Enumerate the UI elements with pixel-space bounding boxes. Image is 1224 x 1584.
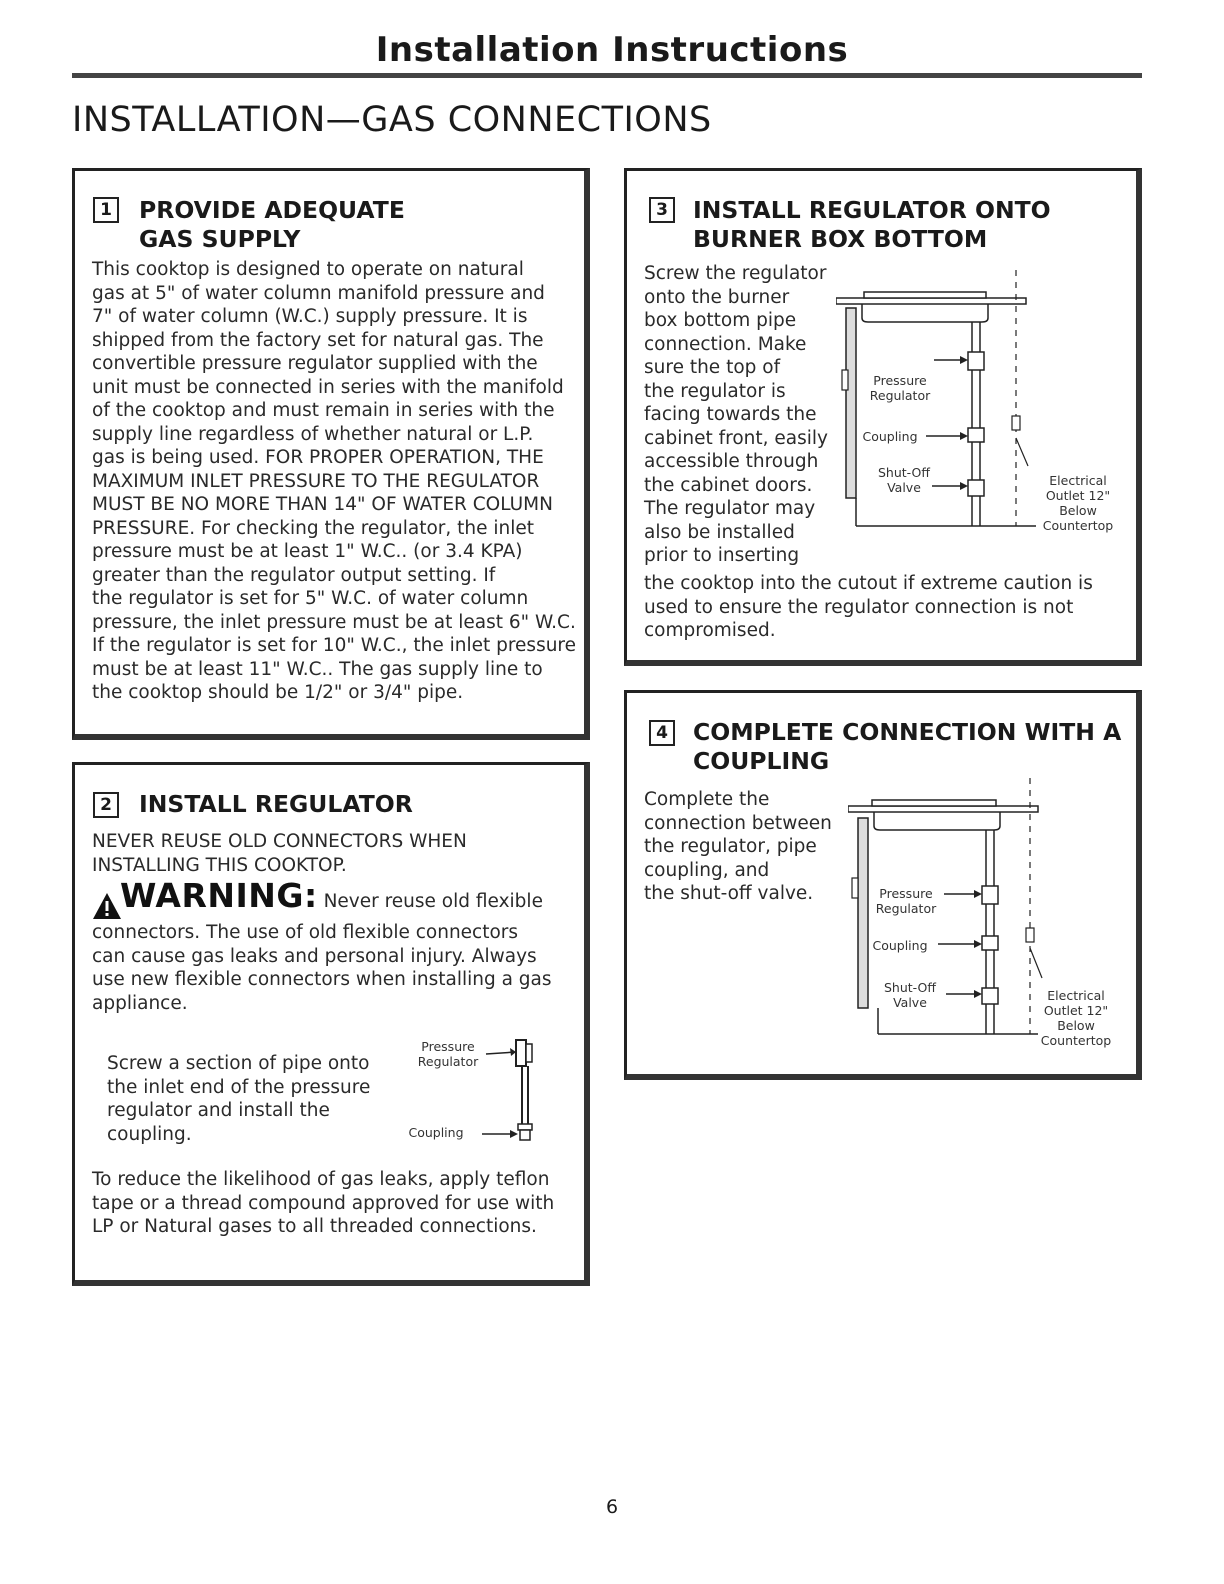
label-line: Pressure bbox=[879, 886, 933, 901]
label-line: Valve bbox=[893, 995, 927, 1010]
step-3-line: The regulator may bbox=[644, 498, 816, 519]
header-rule bbox=[72, 73, 1142, 78]
step-4-title bbox=[693, 718, 1121, 776]
step-1-line: convertible pressure regulator supplied with the bbox=[92, 353, 538, 374]
label-line: Shut-Off bbox=[878, 465, 930, 480]
step-3-title bbox=[693, 196, 1051, 254]
step-3-line: compromised. bbox=[644, 620, 776, 641]
step-2-footer-line: tape or a thread compound approved for use with bbox=[92, 1192, 555, 1214]
label-line: Regulator bbox=[875, 901, 937, 916]
step-1-line: gas at 5" of water column manifold pressure and bbox=[92, 282, 545, 304]
step-1-title-line1: PROVIDE ADEQUATE bbox=[139, 196, 405, 224]
step-3-line: box bottom pipe bbox=[644, 310, 797, 331]
step-2-number: 2 bbox=[93, 792, 119, 818]
step-3-line: used to ensure the regulator connection is not bbox=[644, 596, 1074, 618]
step-1-line: 7" of water column (W.C.) supply pressure. It is bbox=[92, 306, 528, 327]
step-1-title-line2: GAS SUPPLY bbox=[139, 225, 301, 253]
regulator-coupling-diagram bbox=[480, 1030, 560, 1150]
step-3-line: cabinet front, easily bbox=[644, 427, 828, 449]
step-2-footer-line: To reduce the likelihood of gas leaks, apply teflon bbox=[92, 1169, 550, 1190]
step-4-body bbox=[644, 788, 844, 906]
label-line: Outlet 12" bbox=[1043, 1003, 1109, 1018]
step-1-line: supply line regardless of whether natural or L.P. bbox=[92, 423, 534, 445]
warning-first-line: Never reuse old flexible bbox=[323, 891, 543, 912]
step-1-line: unit must be connected in series with the manifold bbox=[92, 376, 564, 398]
label-line: Electrical bbox=[1049, 473, 1107, 488]
step-1-line: MUST BE NO MORE THAN 14" OF WATER COLUMN bbox=[92, 494, 553, 515]
label-line: Outlet 12" bbox=[1045, 488, 1111, 503]
label-line: Regulator bbox=[417, 1054, 479, 1069]
step-3-line: the cabinet doors. bbox=[644, 474, 813, 496]
step-3-line: facing towards the bbox=[644, 404, 817, 425]
step-3-line: also be installed bbox=[644, 521, 795, 543]
step-3-line: sure the top of bbox=[644, 357, 781, 378]
step-2-instruction-line: the inlet end of the pressure bbox=[107, 1076, 371, 1098]
label-line: Pressure bbox=[873, 373, 927, 388]
step-3-line: connection. Make bbox=[644, 333, 807, 355]
step-1-body bbox=[92, 258, 582, 705]
step-4-shutoff-label bbox=[872, 980, 948, 1010]
section-title: INSTALLATION—GAS CONNECTIONS bbox=[72, 100, 712, 140]
step-3-title-line2: BURNER BOX BOTTOM bbox=[693, 225, 988, 253]
warning-triangle-icon bbox=[92, 892, 122, 920]
step-2-intro bbox=[92, 830, 572, 877]
label-line: Countertop bbox=[1040, 1033, 1112, 1048]
step-1-line: MAXIMUM INLET PRESSURE TO THE REGULATOR bbox=[92, 470, 540, 492]
step-1-line: If the regulator is set for 10" W.C., the inlet pressure bbox=[92, 635, 577, 656]
step-2-intro-line: INSTALLING THIS COOKTOP. bbox=[92, 854, 347, 876]
step-3-body-narrow bbox=[644, 262, 844, 568]
step-4-title-line1: COMPLETE CONNECTION WITH A bbox=[693, 718, 1122, 746]
step-1-line: must be at least 11" W.C.. The gas supply line to bbox=[92, 658, 543, 680]
step-3-line: prior to inserting bbox=[644, 545, 800, 566]
warning-block bbox=[120, 876, 580, 915]
warning-line: can cause gas leaks and personal injury. Always bbox=[92, 945, 537, 967]
step-4-line: Complete the bbox=[644, 789, 770, 810]
step-4-coupling-label: Coupling bbox=[872, 938, 928, 953]
step-1-line: gas is being used. FOR PROPER OPERATION, THE bbox=[92, 447, 544, 468]
step-3-cabinet-diagram bbox=[836, 270, 1036, 540]
step-1-line: of the cooktop and must remain in series with the bbox=[92, 400, 555, 421]
step-2-coupling-label: Coupling bbox=[408, 1125, 464, 1140]
step-4-line: connection between bbox=[644, 812, 832, 834]
label-line: Electrical bbox=[1047, 988, 1105, 1003]
step-2-regulator-label bbox=[410, 1039, 486, 1069]
step-1-title bbox=[139, 196, 405, 254]
warning-line: appliance. bbox=[92, 992, 188, 1014]
step-2-title: INSTALL REGULATOR bbox=[139, 790, 413, 818]
label-line: Below bbox=[1059, 503, 1097, 518]
step-4-outlet-label bbox=[1034, 988, 1118, 1048]
step-3-line: the regulator is bbox=[644, 380, 786, 402]
step-4-line: the regulator, pipe bbox=[644, 836, 817, 857]
page-header-title: Installation Instructions bbox=[375, 30, 849, 70]
step-4-title-line2: COUPLING bbox=[693, 747, 830, 775]
step-4-line: the shut-off valve. bbox=[644, 883, 814, 904]
warning-text bbox=[92, 921, 572, 1015]
step-4-number: 4 bbox=[649, 720, 675, 746]
warning-word: WARNING: bbox=[120, 876, 318, 915]
label-line: Regulator bbox=[869, 388, 931, 403]
step-3-outlet-label bbox=[1036, 473, 1120, 533]
step-2-instruction-line: coupling. bbox=[107, 1123, 192, 1145]
step-3-line: the cooktop into the cutout if extreme caution is bbox=[644, 573, 1093, 594]
label-line: Pressure bbox=[421, 1039, 475, 1054]
step-1-line: the cooktop should be 1/2" or 3/4" pipe. bbox=[92, 682, 464, 703]
label-line: Shut-Off bbox=[884, 980, 936, 995]
step-2-instruction bbox=[107, 1052, 387, 1146]
step-3-number: 3 bbox=[649, 197, 675, 223]
step-4-regulator-label bbox=[868, 886, 944, 916]
step-1-line: shipped from the factory set for natural gas. The bbox=[92, 329, 544, 351]
warning-line: use new flexible connectors when installing a gas bbox=[92, 969, 552, 990]
step-2-footer-line: LP or Natural gases to all threaded connections. bbox=[92, 1216, 537, 1237]
step-3-regulator-label bbox=[862, 373, 938, 403]
warning-line: connectors. The use of old flexible connectors bbox=[92, 922, 519, 943]
step-1-line: the regulator is set for 5" W.C. of water column bbox=[92, 588, 529, 609]
step-3-body-wide bbox=[644, 572, 1124, 643]
step-1-line: This cooktop is designed to operate on natural bbox=[92, 259, 524, 280]
step-1-line: pressure must be at least 1" W.C.. (or 3.4 KPA) bbox=[92, 541, 523, 562]
label-line: Valve bbox=[887, 480, 921, 495]
step-1-line: pressure, the inlet pressure must be at least 6" W.C. bbox=[92, 611, 576, 633]
step-2-footer bbox=[92, 1168, 572, 1239]
step-4-line: coupling, and bbox=[644, 859, 770, 881]
step-3-shutoff-label bbox=[866, 465, 942, 495]
step-3-coupling-label: Coupling bbox=[862, 429, 918, 444]
page-number: 6 bbox=[605, 1496, 619, 1518]
step-2-instruction-line: regulator and install the bbox=[107, 1100, 330, 1121]
step-1-line: PRESSURE. For checking the regulator, the inlet bbox=[92, 517, 535, 539]
step-3-title-line1: INSTALL REGULATOR ONTO bbox=[693, 196, 1051, 224]
step-2-instruction-line: Screw a section of pipe onto bbox=[107, 1053, 370, 1074]
label-line: Countertop bbox=[1042, 518, 1114, 533]
step-3-line: accessible through bbox=[644, 451, 819, 472]
label-line: Below bbox=[1057, 1018, 1095, 1033]
step-1-number: 1 bbox=[93, 197, 119, 223]
step-3-line: Screw the regulator bbox=[644, 263, 827, 284]
step-1-line: greater than the regulator output setting. If bbox=[92, 564, 496, 586]
step-3-line: onto the burner bbox=[644, 286, 790, 308]
step-2-intro-line: NEVER REUSE OLD CONNECTORS WHEN bbox=[92, 831, 467, 852]
